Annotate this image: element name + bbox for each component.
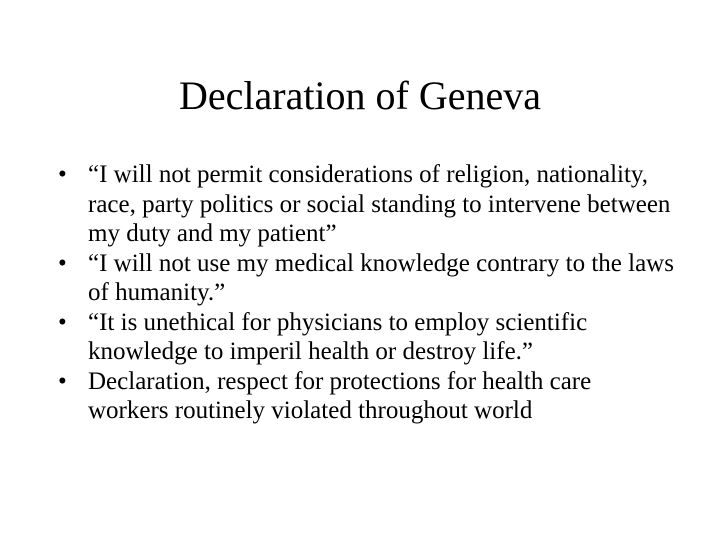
bullet-icon: • xyxy=(58,161,67,188)
bullet-text: Declaration, respect for protections for health care workers routinely violated throughout world xyxy=(88,367,592,424)
bullet-list xyxy=(56,160,676,426)
bullet-text: “I will not permit considerations of religion, nationality, race, party politics or social standing to intervene between my duty and my patient” xyxy=(88,161,671,247)
bullet-item xyxy=(56,249,676,308)
bullet-icon: • xyxy=(58,367,67,395)
slide-title: Declaration of Geneva xyxy=(178,73,542,118)
bullet-item xyxy=(56,308,676,367)
bullet-item xyxy=(56,160,676,249)
bullet-item xyxy=(56,367,676,426)
bullet-text: “It is unethical for physicians to employ scientific knowledge to imperil health or destroy life.” xyxy=(88,308,588,365)
bullet-icon: • xyxy=(58,308,67,336)
bullet-icon: • xyxy=(58,249,67,277)
bullet-text: “I will not use my medical knowledge contrary to the laws of humanity.” xyxy=(88,249,674,306)
